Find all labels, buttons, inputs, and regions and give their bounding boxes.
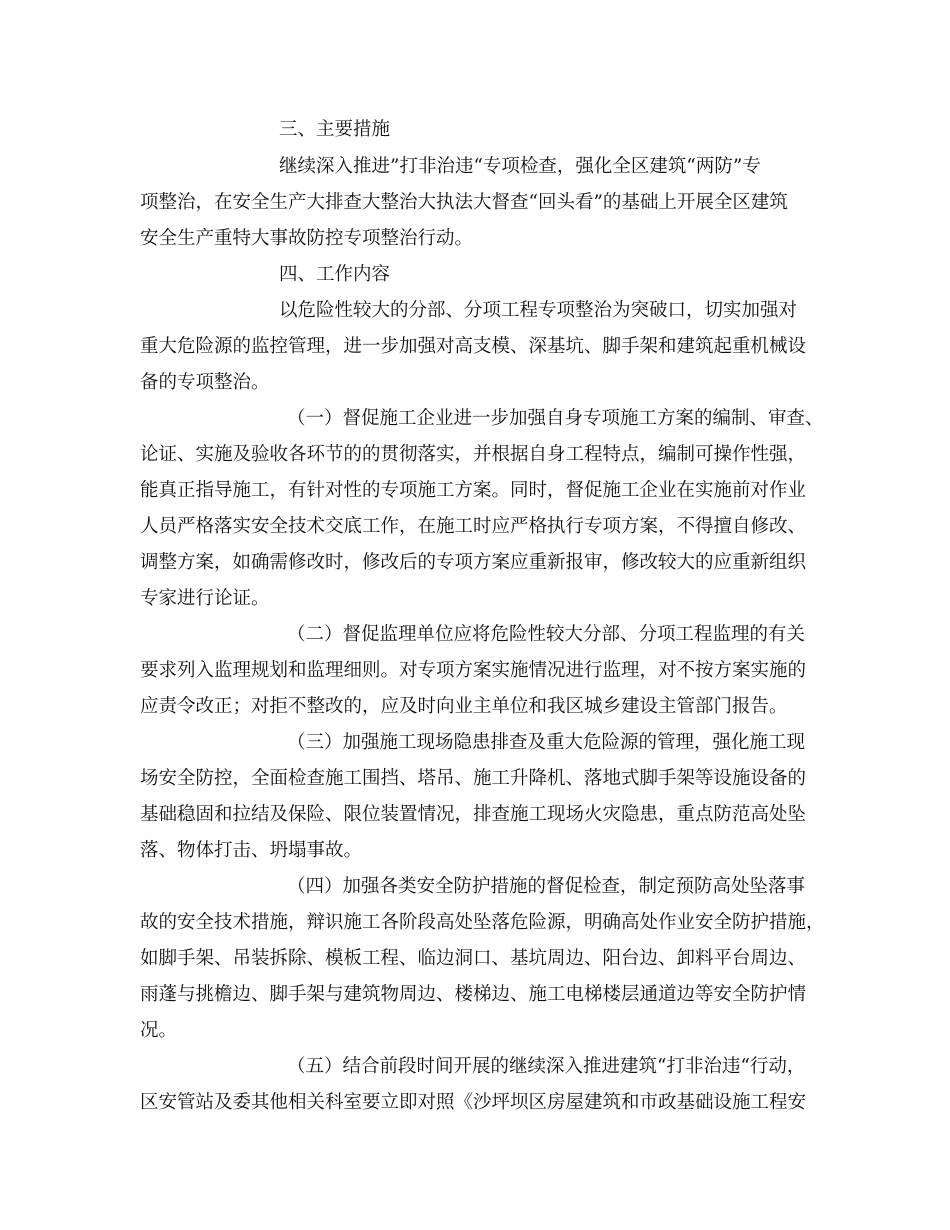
paragraph-line: 以危险性较大的分部、分项工程专项整治为突破口，切实加强对 — [279, 300, 798, 321]
paragraph-line: 能真正指导施工，有针对性的专项施工方案。同时，督促施工企业在实施前对作业 — [140, 480, 807, 501]
paragraph-line: 要求列入监理规划和监理细则。对专项方案实施情况进行监理，对不按方案实施的 — [140, 660, 807, 681]
paragraph-line: 重大危险源的监控管理，进一步加强对高支模、深基坑、脚手架和建筑起重机械设 — [140, 336, 807, 357]
paragraph-line: 备的专项整治。 — [140, 372, 270, 393]
paragraph-line: 论证、实施及验收各环节的的贯彻落实，并根据自身工程特点，编制可操作性强， — [140, 444, 807, 465]
section-heading-work-content: 四、工作内容 — [279, 264, 391, 285]
paragraph-line: 故的安全技术措施，辩识施工各阶段高处坠落危险源，明确高处作业安全防护措施， — [140, 912, 825, 933]
item-three-line: （三）加强施工现场隐患排查及重大危险源的管理，强化施工现 — [287, 732, 806, 753]
section-heading-main-measures: 三、主要措施 — [279, 119, 391, 140]
item-two-line: （二）督促监理单位应将危险性较大分部、分项工程监理的有关 — [287, 624, 806, 645]
item-one-line: （一）督促施工企业进一步加强自身专项施工方案的编制、审查、 — [287, 408, 824, 429]
paragraph-line: 况。 — [140, 1020, 178, 1041]
paragraph-line: 项整治，在安全生产大排查大整治大执法大督查“回头看”的基础上开展全区建筑 — [140, 192, 788, 213]
paragraph-line: 雨蓬与挑檐边、脚手架与建筑物周边、楼梯边、施工电梯楼层通道边等安全防护情 — [140, 984, 807, 1005]
paragraph-line: 人员严格落实安全技术交底工作，在施工时应严格执行专项方案，不得擅自修改、 — [140, 516, 807, 537]
paragraph-line: 安全生产重特大事故防控专项整治行动。 — [140, 228, 474, 249]
paragraph-line: 场安全防控，全面检查施工围挡、塔吊、施工升降机、落地式脚手架等设施设备的 — [140, 768, 807, 789]
item-four-line: （四）加强各类安全防护措施的督促检查，制定预防高处坠落事 — [287, 876, 806, 897]
item-five-line: （五）结合前段时间开展的继续深入推进建筑“打非治违“行动， — [287, 1056, 806, 1077]
paragraph-line: 基础稳固和拉结及保险、限位装置情况，排查施工现场火灾隐患，重点防范高处坠 — [140, 804, 807, 825]
paragraph-line: 继续深入推进”打非治违“专项检查，强化全区建筑“两防”专 — [279, 156, 761, 177]
paragraph-line: 区安管站及委其他相关科室要立即对照《沙坪坝区房屋建筑和市政基础设施工程安 — [140, 1092, 807, 1113]
paragraph-line: 如脚手架、吊装拆除、模板工程、临边洞口、基坑周边、阳台边、卸料平台周边、 — [140, 948, 807, 969]
paragraph-line: 应责令改正；对拒不整改的，应及时向业主单位和我区城乡建设主管部门报告。 — [140, 696, 788, 717]
paragraph-line: 落、物体打击、坍塌事故。 — [140, 840, 363, 861]
paragraph-line: 调整方案，如确需修改时，修改后的专项方案应重新报审，修改较大的应重新组织 — [140, 552, 807, 573]
paragraph-line: 专家进行论证。 — [140, 588, 270, 609]
